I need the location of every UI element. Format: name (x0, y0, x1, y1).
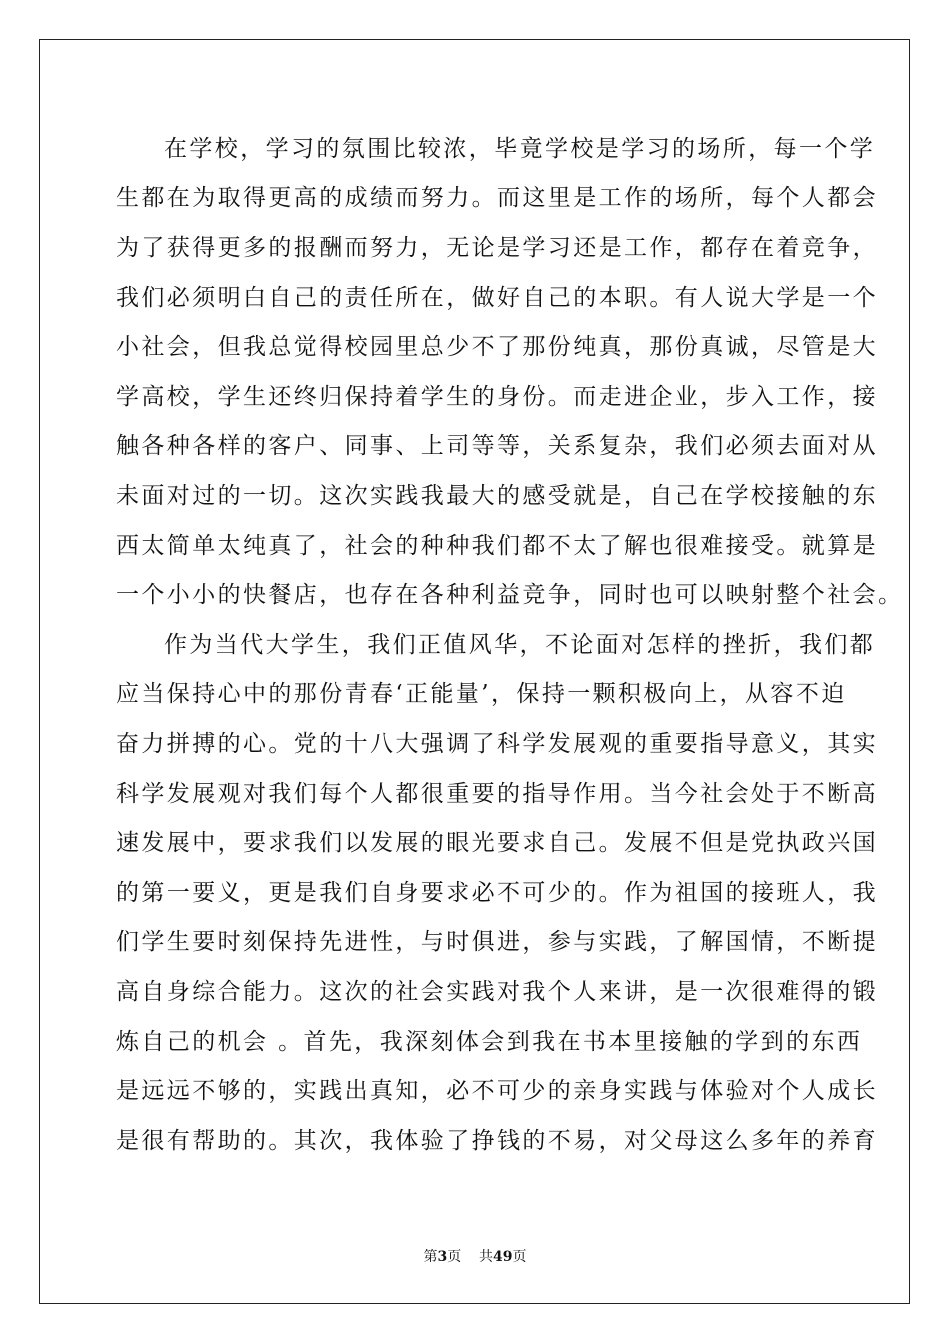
paragraph-1-line-3: 为了获得更多的报酬而努力，无论是学习还是工作，都存在着竞争， (116, 235, 878, 261)
paragraph-2-line-11: 是很有帮助的。其次，我体验了挣钱的不易，对父母这么多年的养育 (116, 1128, 878, 1154)
current-page-number: 3 (437, 1249, 448, 1265)
paragraph-1-line-8: 未面对过的一切。这次实践我最大的感受就是，自己在学校接触的东 (116, 483, 878, 509)
page-label-prefix: 第 (423, 1249, 438, 1265)
paragraph-1-line-4: 我们必须明白自己的责任所在，做好自己的本职。有人说大学是一个 (116, 285, 878, 311)
page-border (39, 39, 910, 1304)
paragraph-1-line-10: 一个小小的快餐店，也存在各种利益竞争，同时也可以映射整个社会。 (116, 582, 904, 608)
paragraph-1-line-1: 在学校，学习的氛围比较浓，毕竟学校是学习的场所，每一个学 (164, 136, 876, 162)
paragraph-2-line-4: 科学发展观对我们每个人都很重要的指导作用。当今社会处于不断高 (116, 781, 878, 807)
paragraph-2-line-5: 速发展中，要求我们以发展的眼光要求自己。发展不但是党执政兴国 (116, 830, 878, 856)
paragraph-2-line-8: 高自身综合能力。这次的社会实践对我个人来讲，是一次很难得的锻 (116, 979, 878, 1005)
page-footer (0, 1247, 950, 1267)
paragraph-1-line-6: 学高校，学生还终归保持着学生的身份。而走进企业，步入工作，接 (116, 384, 878, 410)
paragraph-1-line-9: 西太简单太纯真了，社会的种种我们都不太了解也很难接受。就算是 (116, 533, 878, 559)
total-label-suffix: 页 (512, 1249, 527, 1265)
total-pages-number: 49 (493, 1249, 513, 1265)
paragraph-1-line-2: 生都在为取得更高的成绩而努力。而这里是工作的场所，每个人都会 (116, 185, 878, 211)
paragraph-2-line-6: 的第一要义，更是我们自身要求必不可少的。作为祖国的接班人，我 (116, 880, 878, 906)
paragraph-2-line-1: 作为当代大学生，我们正值风华，不论面对怎样的挫折，我们都 (164, 632, 876, 658)
paragraph-2-line-9: 炼自己的机会 。首先，我深刻体会到我在书本里接触的学到的东西 (116, 1029, 863, 1055)
page-label-suffix: 页 (447, 1249, 462, 1265)
paragraph-2-line-10: 是远远不够的，实践出真知，必不可少的亲身实践与体验对个人成长 (116, 1078, 878, 1104)
total-label-prefix: 共 (479, 1249, 494, 1265)
paragraph-1-line-5: 小社会，但我总觉得校园里总少不了那份纯真，那份真诚，尽管是大 (116, 334, 878, 360)
paragraph-2-line-7: 们学生要时刻保持先进性，与时俱进，参与实践，了解国情，不断提 (116, 929, 878, 955)
paragraph-2-line-2: 应当保持心中的那份青春‘正能量’，保持一颗积极向上，从容不迫 (116, 681, 847, 707)
paragraph-1-line-7: 触各种各样的客户、同事、上司等等，关系复杂，我们必须去面对从 (116, 433, 878, 459)
paragraph-2-line-3: 奋力拼搏的心。党的十八大强调了科学发展观的重要指导意义，其实 (116, 731, 878, 757)
